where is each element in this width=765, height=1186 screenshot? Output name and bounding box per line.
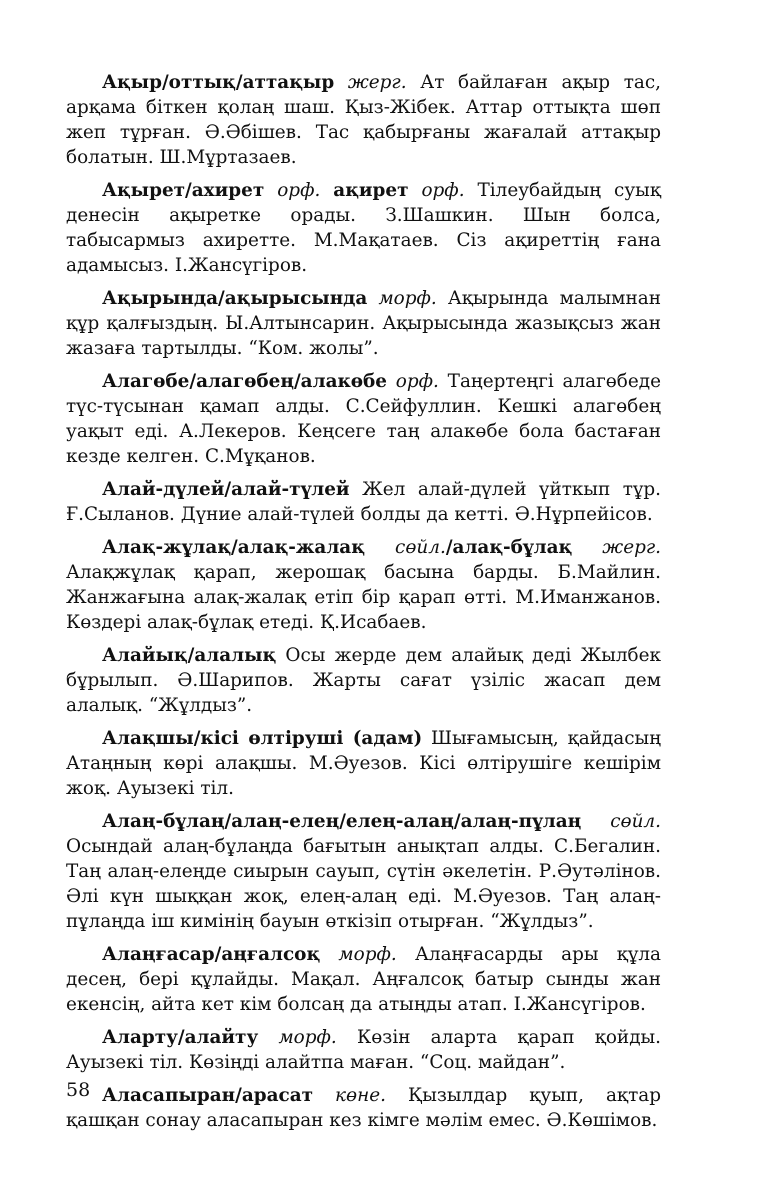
entry-label: сөйл. — [395, 537, 446, 558]
entry-label: морф. — [278, 1027, 337, 1048]
entry-text: Көзін аларта қарап қойды. Ауызекі тіл. Көзіңді алайтпа маған. “Соц. майдан”. — [66, 1027, 661, 1073]
entry-headword: Ақыр/оттық/аттақыр — [102, 72, 335, 93]
dictionary-entry — [66, 70, 661, 170]
dictionary-entry — [66, 535, 661, 635]
entry-label: көне. — [335, 1085, 386, 1106]
page-number: 58 — [66, 1079, 91, 1101]
dictionary-entry — [66, 178, 661, 278]
dictionary-entry — [66, 726, 661, 801]
entry-headword: Ақырында/ақырысында — [102, 288, 368, 309]
entry-label: жерг. — [347, 72, 407, 93]
entry-text: Осындай алаң-бұлаңда бағытын анықтап алды. С.Бегалин. Таң алаң-елеңде сиырын сауып, сүтін әкелетін. Р.Әутәлінов. Әлі күн шыққан жоқ, елең-алаң еді. М.Әуезов. Таң алаң-пұлаңда іш кимінің бауын өткізіп отырған. “Жұлдыз”. — [66, 836, 661, 932]
dictionary-entry — [66, 477, 661, 527]
entry-headword: Аларту/алайту — [102, 1027, 259, 1048]
entry-headword: Ақырет/ахирет — [102, 180, 265, 201]
entry-headword: Алайық/алалық — [102, 645, 277, 666]
dictionary-entry — [66, 942, 661, 1017]
entry-headword: Алақшы/кісі өлтіруші (адам) — [102, 728, 423, 749]
entry-text: Тілеубайдың суық денесін ақыретке орады. З.Шашкин. Шын болса, табысармыз ахиретте. М.Мақатаев. Сіз ақиреттің ғана адамысыз. І.Жансүгіров. — [66, 180, 661, 276]
dictionary-entry — [66, 809, 661, 934]
entry-text: Алақжұлақ қарап, жерошақ басына барды. Б.Майлин. Жанжағына алақ-жалақ етіп бір қарап өтті. М.Иманжанов. Көздері алақ-бұлақ етеді. Қ.Исабаев. — [66, 562, 661, 633]
entry-label: орф. — [395, 371, 439, 392]
dictionary-entry — [66, 286, 661, 361]
entry-headword: Алақ-жұлақ/алақ-жалақ — [102, 537, 365, 558]
dictionary-entry — [66, 1025, 661, 1075]
entry-text: Ақырында малымнан құр қалғыздың. Ы.Алтынсарин. Ақырысында жазықсыз жан жазаға тартылды. “Ком. жолы”. — [66, 288, 661, 359]
entry-label: морф. — [378, 288, 437, 309]
dictionary-entry — [66, 643, 661, 718]
entry-headword: Алагөбе/алагөбең/алакөбе — [102, 371, 388, 392]
dictionary-entry — [66, 1083, 661, 1133]
entry-text: Қызылдар қуып, ақтар қашқан сонау аласапыран кез кімге мәлім емес. Ә.Көшімов. — [66, 1085, 661, 1131]
entry-text: Осы жерде дем алайық деді Жылбек бұрылып. Ә.Шарипов. Жарты сағат үзіліс жасап дем алалық. “Жұлдыз”. — [66, 645, 661, 716]
entry-text: Ат байлаған ақыр тас, арқама біткен қолаң шаш. Қыз-Жібек. Аттар оттықта шөп жеп тұрған. Ә.Әбішев. Тас қабырғаны жағалай аттақыр болатын. Ш.Мұртазаев. — [66, 72, 661, 168]
entry-headword: Аласапыран/арасат — [102, 1085, 314, 1106]
entry-text: Шығамысың, қайдасың Атаңның көрі алақшы. М.Әуезов. Кісі өлтірушіге кешірім жоқ. Ауызекі тіл. — [66, 728, 661, 799]
entry-headword-variant: /алақ-бұлақ — [445, 537, 573, 558]
dictionary-entry — [66, 369, 661, 469]
entry-label-variant: жерг. — [602, 537, 661, 558]
entry-label-variant: орф. — [421, 180, 465, 201]
entry-text: Жел алай-дүлей үйткып тұр. Ғ.Сыланов. Дүние алай-түлей болды да кетті. Ә.Нұрпейісов. — [66, 479, 661, 525]
entry-text: Таңертеңгі алагөбеде түс-түсынан қамап алды. С.Сейфуллин. Кешкі алагөбең уақыт еді. А.Лекеров. Кеңсеге таң алакөбе бола бастаған кезде келген. С.Мұқанов. — [66, 371, 661, 467]
entry-label: сөйл. — [610, 811, 661, 832]
entry-label: морф. — [338, 944, 397, 965]
entry-headword: Алаң-бұлаң/алаң-елең/елең-алаң/алаң-пұлаң — [102, 811, 582, 832]
entry-text: Алаңғасарды ары құла десең, бері құлайды. Мақал. Аңғалсоқ батыр сынды жан екенсің, айта кет кім болсаң да атыңды атап. І.Жансүгіров. — [66, 944, 661, 1015]
entry-headword: Алаңғасар/аңғалсоқ — [102, 944, 321, 965]
entry-headword: Алай-дүлей/алай-түлей — [102, 479, 350, 500]
entry-headword-variant: ақирет — [333, 180, 409, 201]
entry-label: орф. — [277, 180, 321, 201]
dictionary-text-column — [66, 70, 661, 1141]
